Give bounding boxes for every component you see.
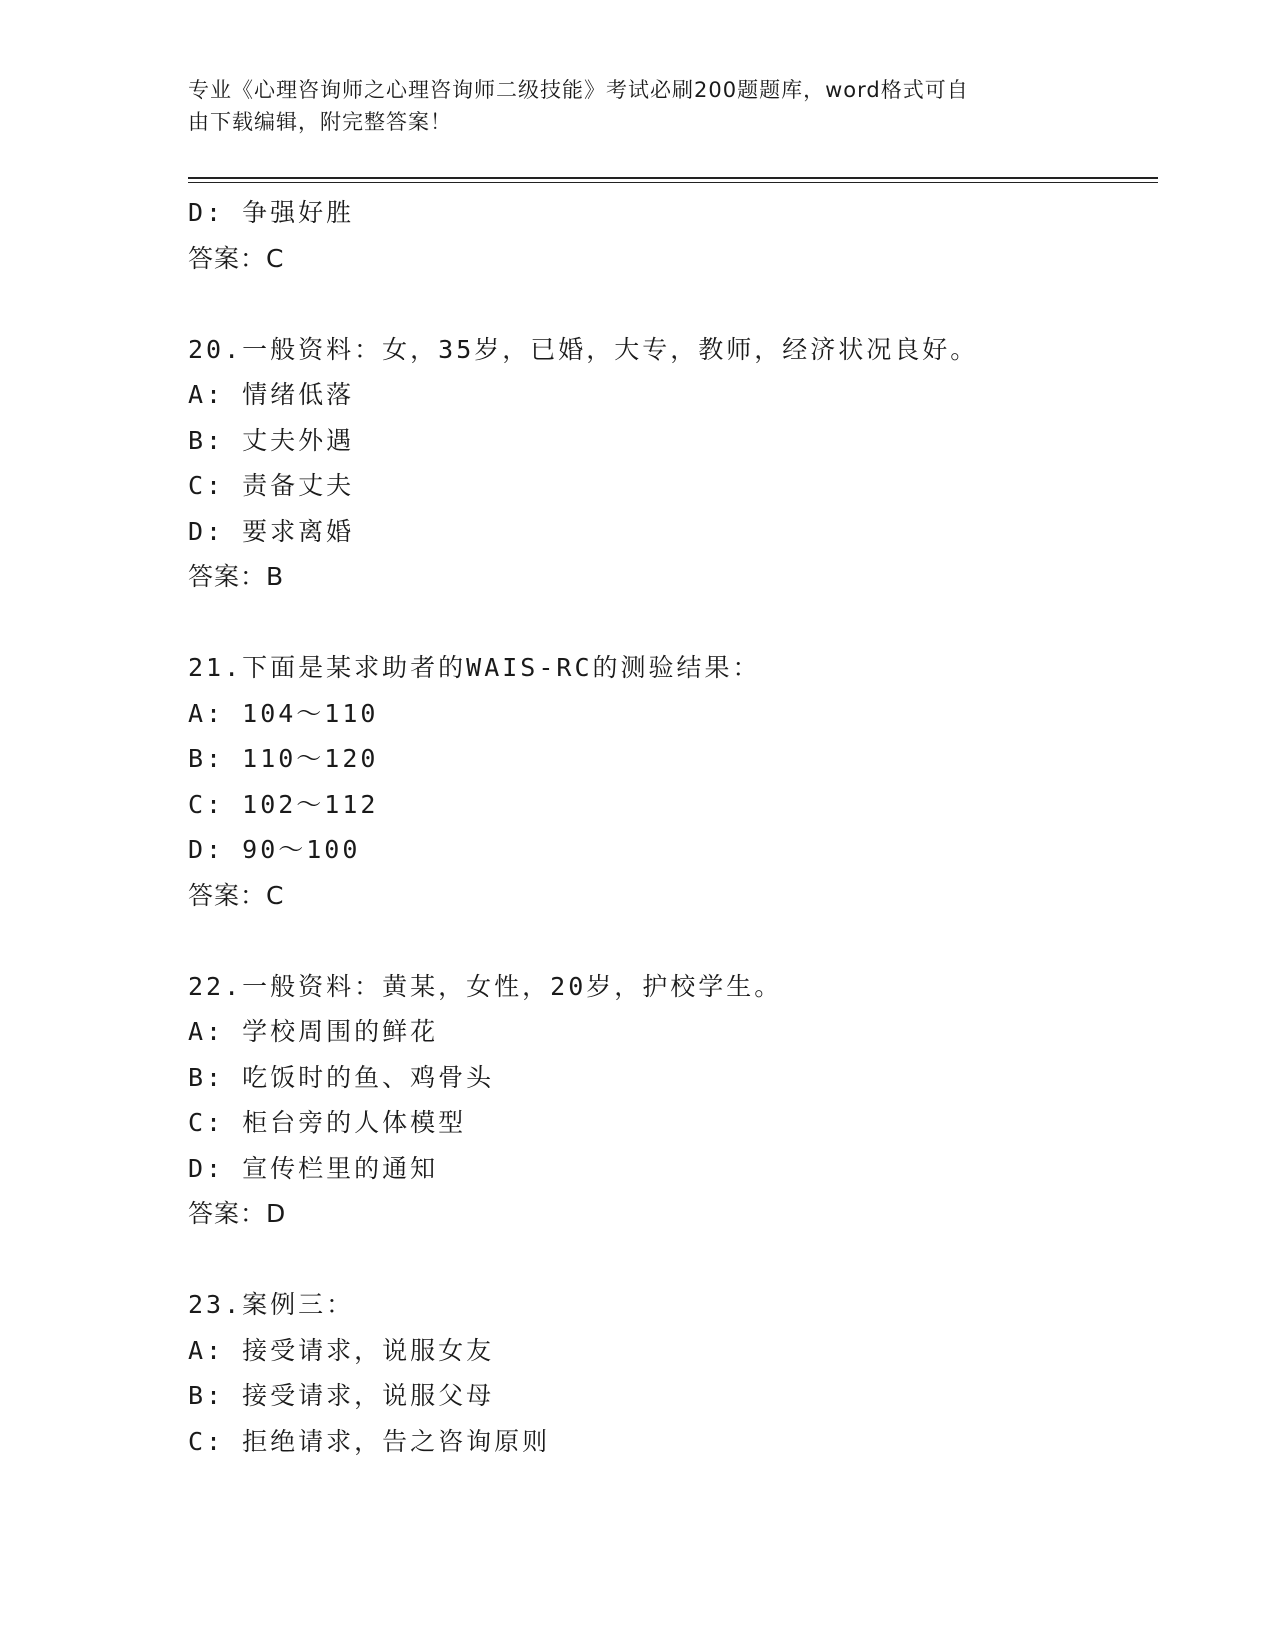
option-d: D: 宣传栏里的通知 [188,1153,439,1183]
option-a: A: 接受请求，说服女友 [188,1335,495,1365]
header-divider [188,177,1158,183]
header-line-1: 专业《心理咨询师之心理咨询师二级技能》考试必刷200题题库，word格式可自 [188,78,969,102]
option-d: D: 要求离婚 [188,516,355,546]
option-b: B: 110～120 [188,744,379,773]
option-c: C: 102～112 [188,789,379,819]
question-stem: 20.一般资料：女，35岁，已婚，大专，教师，经济状况良好。 [188,334,979,364]
spacer [188,600,1158,646]
spacer [188,918,1158,964]
question-stem: 23.案例三： [188,1290,355,1319]
answer-line: 答案：B [188,562,285,591]
answer-line: 答案：D [188,1199,287,1228]
question-stem: 21.下面是某求助者的WAIS-RC的测验结果： [188,653,761,682]
answer-line: 答案：C [188,880,285,910]
option-a: A: 情绪低落 [188,380,355,409]
option-c: C: 柜台旁的人体模型 [188,1108,467,1137]
option-d: D: 争强好胜 [188,198,355,227]
option-b: B: 吃饭时的鱼、鸡骨头 [188,1062,495,1092]
spacer [188,281,1158,327]
option-b: B: 丈夫外遇 [188,425,355,455]
option-b: B: 接受请求，说服父母 [188,1381,495,1410]
question-list [188,190,1158,1464]
option-a: A: 学校周围的鲜花 [188,1017,439,1046]
answer-line: 答案：C [188,243,285,273]
option-d: D: 90～100 [188,835,361,864]
spacer [188,1237,1158,1283]
document-header [188,74,1088,138]
option-a: A: 104～110 [188,698,379,728]
header-line-2: 由下载编辑，附完整答案！ [188,110,452,134]
question-stem: 22.一般资料：黄某，女性，20岁，护校学生。 [188,971,783,1001]
option-c: C: 责备丈夫 [188,471,355,500]
option-c: C: 拒绝请求，告之咨询原则 [188,1426,551,1456]
